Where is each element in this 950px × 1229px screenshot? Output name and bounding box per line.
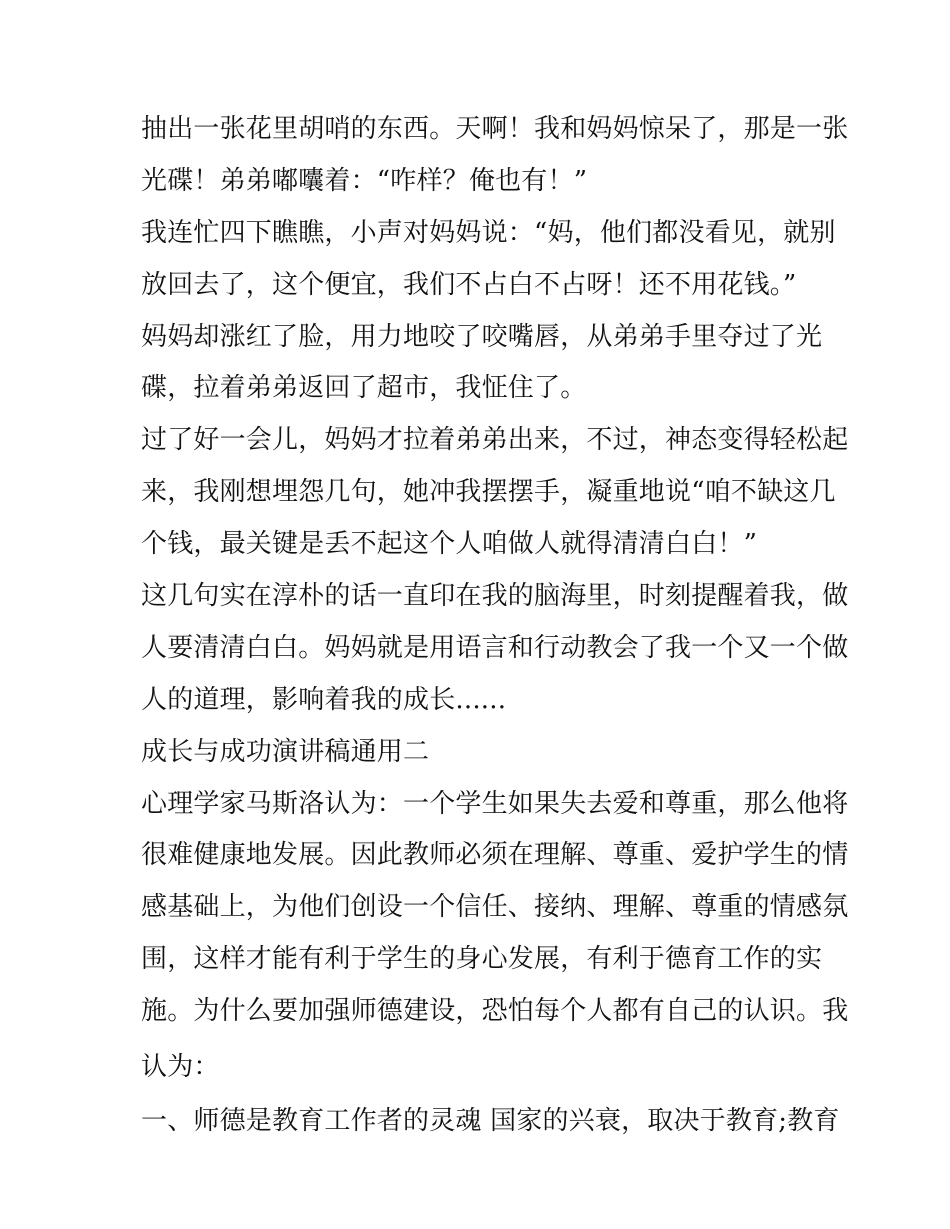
text-line: 人要清清白白。妈妈就是用语言和行动教会了我一个又一个做: [141, 632, 849, 663]
text-line: 碟，拉着弟弟返回了超市，我怔住了。: [141, 373, 587, 404]
text-line: 我连忙四下瞧瞧，小声对妈妈说：“妈，他们都没看见，就别: [141, 217, 836, 248]
text-line: 光碟！弟弟嘟囔着：“咋样？俺也有！”: [141, 165, 588, 196]
text-line: 认为：: [141, 1052, 220, 1083]
text-line: 施。为什么要加强师德建设，恐怕每个人都有自己的认识。我: [141, 996, 849, 1027]
text-line: 过了好一会儿，妈妈才拉着弟弟出来，不过，神态变得轻松起: [141, 425, 849, 456]
text-line: 个钱，最关键是丢不起这个人咱做人就得清清白白！”: [141, 529, 758, 560]
text-line: 围，这样才能有利于学生的身心发展，有利于德育工作的实: [141, 944, 823, 975]
text-line: 心理学家马斯洛认为：一个学生如果失去爱和尊重，那么他将: [141, 788, 849, 819]
text-line: 来，我刚想埋怨几句，她冲我摆摆手，凝重地说“咱不缺这几: [141, 477, 836, 508]
text-line: 这几句实在淳朴的话一直印在我的脑海里，时刻提醒着我，做: [141, 581, 849, 612]
text-line: 抽出一张花里胡哨的东西。天啊！我和妈妈惊呆了，那是一张: [141, 114, 849, 144]
section-heading: 成长与成功演讲稿通用二: [141, 736, 430, 767]
text-line: 一、师德是教育工作者的灵魂 国家的兴衰，取决于教育;教育: [141, 1106, 840, 1137]
text-line: 很难健康地发展。因此教师必须在理解、尊重、爱护学生的情: [141, 840, 849, 871]
text-line: 感基础上，为他们创设一个信任、接纳、理解、尊重的情感氛: [141, 892, 849, 923]
text-line: 放回去了，这个便宜，我们不占白不占呀！还不用花钱。”: [141, 269, 797, 300]
text-line: 人的道理，影响着我的成长......: [141, 684, 507, 715]
document-body: [141, 104, 849, 1148]
text-line: 妈妈却涨红了脸，用力地咬了咬嘴唇，从弟弟手里夺过了光: [141, 321, 823, 352]
